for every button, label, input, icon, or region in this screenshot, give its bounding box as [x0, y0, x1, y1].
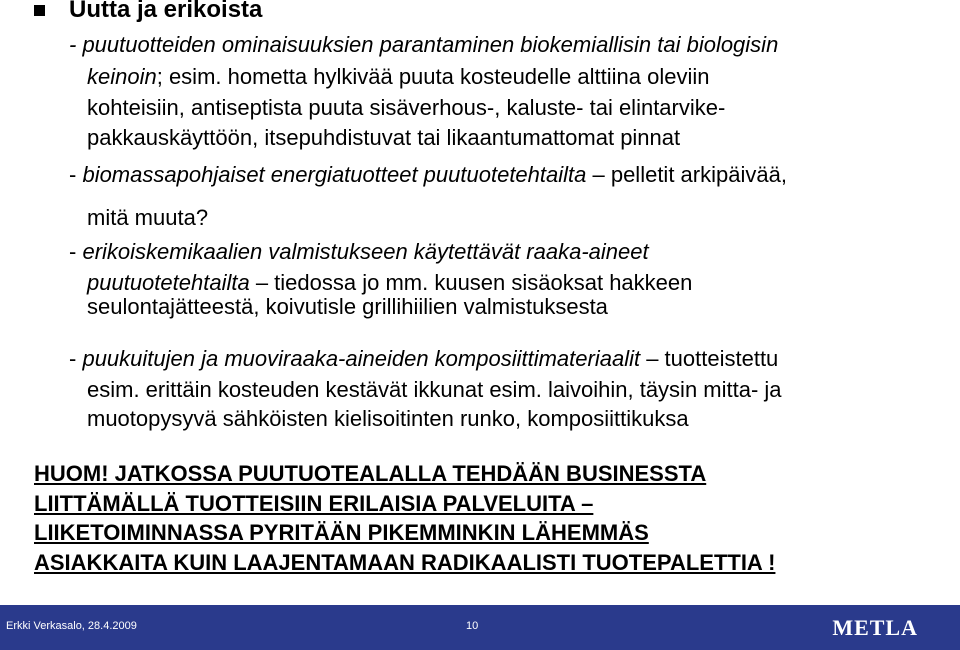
- slide-heading: Uutta ja erikoista: [69, 0, 263, 23]
- italic-text: keinoin: [87, 64, 157, 89]
- text: pakkauskäyttöön, itsepuhdistuvat tai likaantumattomat pinnat: [87, 125, 681, 150]
- footer-author: Erkki Verkasalo, 28.4.2009: [6, 620, 137, 632]
- italic-text: - puutuotteiden ominaisuuksien parantaminen biokemiallisin tai biologisin: [69, 32, 779, 57]
- huom-note: [34, 459, 954, 577]
- text: seulontajätteestä, koivutisle grillihiilien valmistuksesta: [87, 294, 608, 319]
- text: – pelletit arkipäivää,: [586, 162, 787, 187]
- body-line: [69, 160, 787, 190]
- body-line: [87, 404, 689, 434]
- italic-text: puutuotetehtailta: [87, 270, 250, 295]
- body-line: [87, 375, 782, 405]
- huom-line: LIIKETOIMINNASSA PYRITÄÄN PIKEMMINKIN LÄHEMMÄS: [34, 520, 649, 545]
- text: muotopysyvä sähköisten kielisoitinten runko, komposiittikuksa: [87, 406, 689, 431]
- body-line: [69, 344, 778, 374]
- huom-line: ASIAKKAITA KUIN LAAJENTAMAAN RADIKAALISTI TUOTEPALETTIA !: [34, 549, 776, 575]
- text: -: [69, 162, 83, 187]
- body-line: [69, 237, 649, 267]
- page-number: 10: [466, 620, 479, 632]
- square-bullet-icon: [34, 5, 45, 16]
- text: mitä muuta?: [87, 205, 209, 230]
- italic-text: puukuitujen ja muoviraaka-aineiden komposiittimateriaalit: [82, 346, 641, 371]
- text: esim. erittäin kosteuden kestävät ikkunat esim. laivoihin, täysin mitta- ja: [87, 377, 782, 402]
- body-line: [87, 203, 208, 233]
- huom-line: HUOM! JATKOSSA PUUTUOTEALALLA TEHDÄÄN BUSINESSTA: [34, 461, 707, 486]
- text: -: [69, 346, 83, 371]
- body-line: [87, 93, 725, 123]
- text: ; esim. hometta hylkivää puuta kosteudelle alttiina oleviin: [156, 64, 710, 89]
- italic-text: erikoiskemikaalien valmistukseen käytettävät raaka-aineet: [82, 239, 649, 264]
- body-line: [87, 123, 680, 153]
- body-line: [87, 292, 608, 322]
- body-line: [69, 30, 778, 60]
- text: -: [69, 239, 83, 264]
- body-line: [87, 62, 709, 92]
- text: – tuotteistettu: [640, 346, 779, 371]
- text: kohteisiin, antiseptista puuta sisäverhous-, kaluste- tai elintarvike-: [87, 95, 726, 120]
- footer-bar: [0, 605, 960, 650]
- text: – tiedossa jo mm. kuusen sisäoksat hakkeen: [249, 270, 693, 295]
- metla-logo: METLA: [832, 615, 918, 640]
- italic-text: biomassapohjaiset energiatuotteet puutuotetehtailta: [82, 162, 587, 187]
- huom-line: LIITTÄMÄLLÄ TUOTTEISIIN ERILAISIA PALVELUITA –: [34, 490, 594, 516]
